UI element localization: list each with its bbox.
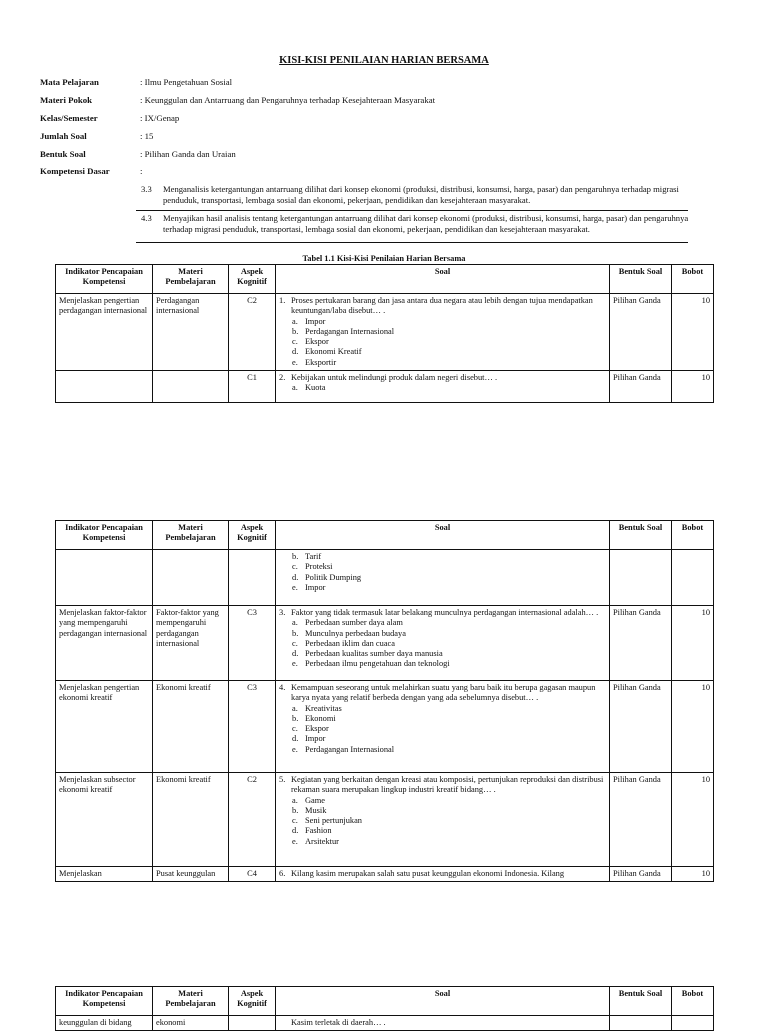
option-letter: c. [292,638,298,648]
option-letter: a. [292,383,298,393]
option-text: Perbedaan iklim dan cuaca [305,638,395,648]
table-row [56,294,714,371]
meta-label: Kompetensi Dasar [40,166,110,176]
option-letter: d. [292,347,299,357]
table-header-row [56,521,714,550]
indikator-cell [56,371,153,403]
meta-value: : Ilmu Pengetahuan Sosial [140,77,233,87]
aspek-cell [229,1016,276,1031]
question [279,683,606,704]
option-letter: e. [292,836,298,846]
document-title: KISI-KISI PENILAIAN HARIAN BERSAMA [279,55,489,66]
soal-cell [276,1016,610,1031]
indikator-cell: Menjelaskan pengertian perdagangan internasional [56,294,153,371]
header-bobot: Bobot [672,987,714,1016]
option-letter: c. [292,816,298,826]
table-caption: Tabel 1.1 Kisi-Kisi Penilaian Harian Bersama [302,254,466,263]
option-letter: b. [292,552,299,561]
option-letter: a. [292,703,298,713]
header-indikator: Indikator Pencapaian Kompetensi [56,265,153,294]
header-bobot: Bobot [672,521,714,550]
indikator-cell: keunggulan di bidang [56,1016,153,1031]
answer-option [279,562,606,572]
indikator-cell: Menjelaskan faktor-faktor yang mempengaruhi perdagangan internasional [56,606,153,681]
aspek-cell [229,550,276,606]
header-soal: Soal [276,987,610,1016]
answer-option [279,358,606,368]
bentuk-cell: Pilihan Ganda [610,773,672,867]
kisi-table-2 [55,520,714,882]
option-text: Musik [305,805,327,815]
question [279,608,606,618]
aspek-cell: C1 [229,371,276,403]
kd-number: 3.3 [141,184,152,194]
question [279,296,606,317]
question-text: Kegiatan yang berkaitan dengan kreasi atau komposisi, pertunjukan reproduksi dan distribusi rekaman suara merupakan lingkup industri kreatif bidang… . [291,775,604,795]
aspek-cell: C3 [229,681,276,773]
bobot-cell: 10 [672,773,714,867]
table-row [56,773,714,867]
table-row [56,371,714,403]
question-number: 2. [279,373,286,383]
divider [136,242,688,243]
table-row [56,867,714,882]
answer-option [279,583,606,593]
header-soal: Soal [276,521,610,550]
bobot-cell [672,1016,714,1031]
soal-cell [276,606,610,681]
option-text: Kuota [305,383,326,393]
option-text: Tarif [305,552,322,561]
option-text: Ekspor [305,724,329,734]
kisi-table-1 [55,264,714,403]
bentuk-cell: Pilihan Ganda [610,371,672,403]
table-row [56,681,714,773]
question-number: 5. [279,775,286,784]
question [279,775,606,796]
option-letter: a. [292,316,298,326]
answer-option [279,639,606,649]
table-row [56,1016,714,1031]
bobot-cell: 10 [672,681,714,773]
option-text: Fashion [305,826,332,836]
question-text: Faktor yang tidak termasuk latar belakang munculnya perdagangan internasional adalah… . [291,608,599,617]
header-aspek: Aspek Kognitif [229,521,276,550]
option-text: Eksportir [305,357,337,367]
aspek-cell: C2 [229,773,276,867]
question-text: Kemampuan seseorang untuk melahirkan suatu yang baru baik itu berupa gagasan maupun karya nyata yang relatif berbeda dengan yang ada sebelumnya disebut… . [291,683,596,703]
option-text: Ekonomi [305,713,336,723]
question-text: Kasim terletak di daerah… . [291,1018,386,1027]
soal-cell [276,867,610,882]
soal-cell [276,550,610,606]
meta-label: Mata Pelajaran [40,77,99,87]
aspek-cell: C3 [229,606,276,681]
option-letter: c. [292,562,298,572]
option-letter: a. [292,795,298,805]
kd-text: Menyajikan hasil analisis tentang ketergantungan antarruang dilihat dari konsep ekonomi (produksi, distribusi, konsumsi, harga, pasar) dan pengaruhnya terhadap migrasi penduduk, transportasi, lembaga sosial dan ekonomi, pekerjaan, pendidikan dan kesejahteraan masyarakat. [163,213,689,234]
answer-option [279,573,606,583]
header-materi: Materi Pembelajaran [153,265,229,294]
answer-option [279,714,606,724]
option-letter: e. [292,659,298,669]
answer-option [279,724,606,734]
answer-option [279,837,606,847]
option-letter: b. [292,326,299,336]
table-header-row [56,987,714,1016]
option-letter: e. [292,744,298,754]
table-row [56,550,714,606]
meta-label: Materi Pokok [40,95,93,105]
divider [136,210,688,211]
table-row [56,606,714,681]
table-header-row [56,265,714,294]
answer-option [279,383,606,393]
meta-label: Jumlah Soal [40,131,87,141]
answer-option [279,317,606,327]
answer-option [279,806,606,816]
materi-cell [153,550,229,606]
option-letter: b. [292,805,299,815]
answer-option [279,618,606,628]
question-number: 4. [279,683,286,692]
option-text: Seni pertunjukan [305,816,362,826]
answer-option [279,734,606,744]
option-letter: a. [292,618,298,628]
materi-cell: Perdagangan internasional [153,294,229,371]
meta-label: Bentuk Soal [40,149,86,159]
header-materi: Materi Pembelajaran [153,521,229,550]
option-text: Ekonomi Kreatif [305,347,362,357]
answer-option [279,629,606,639]
meta-label: Kelas/Semester [40,113,98,123]
bobot-cell [672,550,714,606]
header-aspek: Aspek Kognitif [229,265,276,294]
option-letter: c. [292,724,298,734]
answer-option [279,816,606,826]
kisi-table-3 [55,986,714,1031]
option-text: Perbedaan ilmu pengetahuan dan teknologi [305,659,450,669]
question-text: Kebijakan untuk melindungi produk dalam negeri disebut… . [291,373,498,383]
option-letter: e. [292,357,298,367]
answer-option [279,347,606,357]
option-letter: c. [292,337,298,347]
option-text: Proteksi [305,562,333,572]
answer-option [279,649,606,659]
header-bentuk: Bentuk Soal [610,987,672,1016]
option-text: Impor [305,734,326,744]
option-text: Kreativitas [305,703,342,713]
header-materi: Materi Pembelajaran [153,987,229,1016]
bobot-cell: 10 [672,867,714,882]
option-text: Perdagangan Internasional [305,326,395,336]
answer-option [279,337,606,347]
soal-cell [276,294,610,371]
option-text: Perdagangan Internasional [305,744,395,754]
option-text: Perbedaan kualitas sumber daya manusia [305,649,443,659]
indikator-cell: Menjelaskan [56,867,153,882]
aspek-cell: C2 [229,294,276,371]
option-text: Munculnya perbedaan budaya [305,628,406,638]
header-indikator: Indikator Pencapaian Kompetensi [56,987,153,1016]
kd-number: 4.3 [141,213,152,223]
header-bentuk: Bentuk Soal [610,265,672,294]
answer-option [279,659,606,669]
bobot-cell: 10 [672,371,714,403]
materi-cell: ekonomi [153,1016,229,1031]
answer-option [279,826,606,836]
option-letter: b. [292,713,299,723]
option-text: Impor [305,316,326,326]
header-aspek: Aspek Kognitif [229,987,276,1016]
option-text: Impor [305,582,326,592]
answer-option [279,745,606,755]
option-letter: d. [292,734,299,744]
aspek-cell: C4 [229,867,276,882]
option-text: Ekspor [305,337,329,347]
option-letter: b. [292,628,299,638]
bentuk-cell: Pilihan Ganda [610,867,672,882]
answer-option [279,796,606,806]
meta-value: : Keunggulan dan Antarruang dan Pengaruhnya terhadap Kesejahteraan Masyarakat [140,95,436,105]
option-letter: e. [292,582,298,592]
bentuk-cell [610,1016,672,1031]
question-number: 3. [279,608,286,617]
header-bentuk: Bentuk Soal [610,521,672,550]
materi-cell: Pusat keunggulan [153,867,229,882]
answer-option [279,327,606,337]
question [279,869,606,879]
answer-option [279,552,606,562]
question [279,373,606,383]
question [279,1018,606,1028]
question-number: 6. [279,869,286,878]
kd-item [141,213,691,235]
bentuk-cell: Pilihan Ganda [610,606,672,681]
soal-cell [276,773,610,867]
answer-option [279,704,606,714]
materi-cell: Faktor-faktor yang mempengaruhi perdagangan internasional [153,606,229,681]
option-letter: d. [292,649,299,659]
meta-value: : [140,166,143,176]
header-soal: Soal [276,265,610,294]
option-letter: d. [292,826,299,836]
option-text: Game [305,795,325,805]
option-text: Perbedaan sumber daya alam [305,618,403,628]
bentuk-cell: Pilihan Ganda [610,294,672,371]
meta-value: : IX/Genap [140,113,180,123]
meta-value: : 15 [140,131,154,141]
indikator-cell: Menjelaskan pengertian ekonomi kreatif [56,681,153,773]
meta-value: : Pilihan Ganda dan Uraian [140,149,236,159]
soal-cell [276,371,610,403]
bobot-cell: 10 [672,294,714,371]
materi-cell [153,371,229,403]
option-text: Politik Dumping [305,572,362,582]
indikator-cell [56,550,153,606]
bentuk-cell: Pilihan Ganda [610,681,672,773]
bobot-cell: 10 [672,606,714,681]
materi-cell: Ekonomi kreatif [153,773,229,867]
question-number: 1. [279,296,286,305]
bentuk-cell [610,550,672,606]
materi-cell: Ekonomi kreatif [153,681,229,773]
header-bobot: Bobot [672,265,714,294]
question-text: Kilang kasim merupakan salah satu pusat keunggulan ekonomi Indonesia. Kilang [291,869,565,878]
kd-item [141,184,691,206]
option-text: Arsitektur [305,836,339,846]
soal-cell [276,681,610,773]
question-text: Proses pertukaran barang dan jasa antara dua negara atau lebih dengan tujua mendapatkan keuntungan/laba disebut… . [291,296,593,316]
kd-text: Menganalisis ketergantungan antarruang dilihat dari konsep ekonomi (produksi, distribusi, konsumsi, harga, pasar) dan pengaruhnya terhadap migrasi penduduk, transportasi, lembaga sosial dan ekonomi, pekerjaan, pendidikan dan kesejahteraan masyarakat. [163,184,679,205]
option-letter: d. [292,572,299,582]
header-indikator: Indikator Pencapaian Kompetensi [56,521,153,550]
indikator-cell: Menjelaskan subsector ekonomi kreatif [56,773,153,867]
